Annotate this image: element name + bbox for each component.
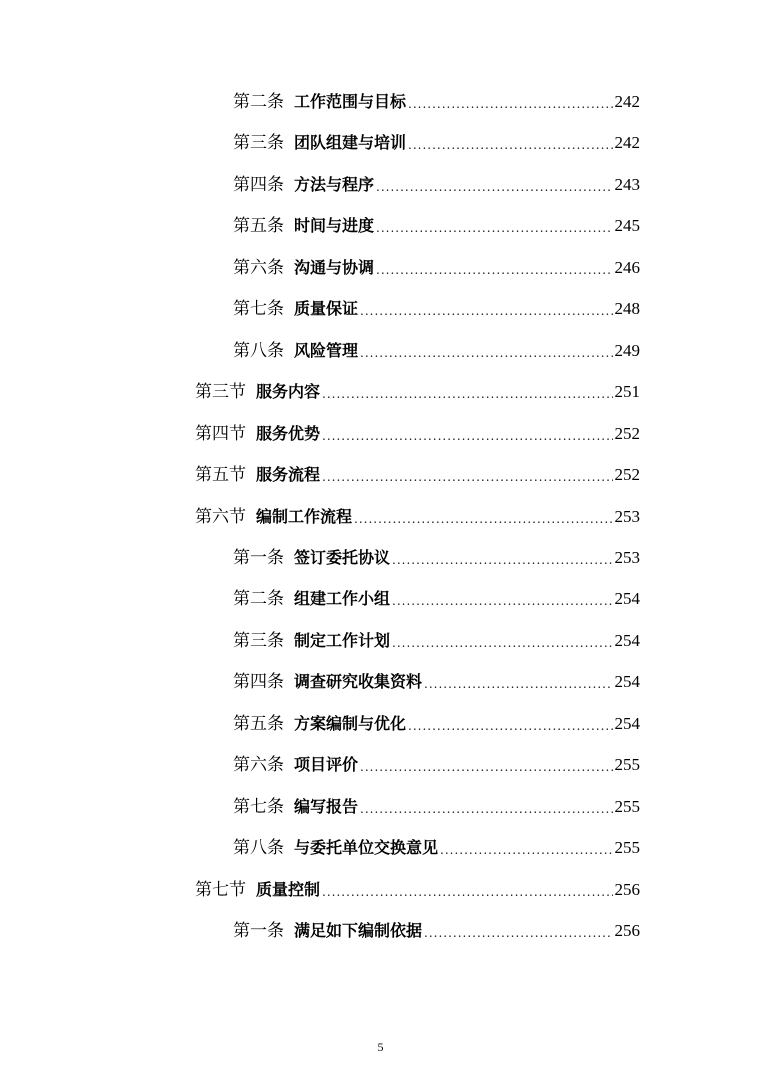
toc-entry-title: 签订委托协议 — [294, 548, 391, 567]
toc-entry-page-number: 248 — [614, 299, 640, 318]
toc-entry-label: 第一条 — [233, 548, 284, 568]
toc-dot-leader — [440, 839, 612, 861]
toc-dot-leader — [408, 93, 612, 115]
toc-dot-leader — [360, 756, 612, 778]
toc-entry-title: 时间与进度 — [294, 216, 375, 235]
toc-dot-leader — [376, 259, 612, 281]
toc-entry-title: 调查研究收集资料 — [294, 672, 423, 691]
toc-entry-title: 服务优势 — [256, 424, 321, 443]
toc-dot-leader — [322, 383, 612, 405]
toc-article-entry — [233, 213, 640, 239]
toc-dot-leader — [392, 549, 612, 571]
toc-article-entry — [233, 130, 640, 156]
toc-article-entry — [233, 628, 640, 654]
toc-dot-leader — [376, 217, 612, 239]
toc-entry-title: 沟通与协调 — [294, 258, 375, 277]
toc-dot-leader — [408, 134, 612, 156]
toc-dot-leader — [408, 715, 612, 737]
toc-article-entry — [233, 296, 640, 322]
toc-entry-page-number: 256 — [614, 880, 640, 899]
toc-entry-label: 第七条 — [233, 797, 284, 817]
toc-entry-page-number: 254 — [614, 631, 640, 650]
toc-entry-label: 第五节 — [195, 465, 246, 485]
toc-entry-page-number: 252 — [614, 465, 640, 484]
toc-entry-title: 编制工作流程 — [256, 507, 353, 526]
toc-entry-label: 第五条 — [233, 216, 284, 236]
toc-entry-title: 工作范围与目标 — [294, 92, 407, 111]
toc-article-entry — [233, 918, 640, 944]
toc-article-entry — [233, 545, 640, 571]
toc-dot-leader — [360, 798, 612, 820]
page-number: 5 — [377, 1040, 384, 1054]
toc-dot-leader — [424, 922, 612, 944]
toc-entry-page-number: 254 — [614, 714, 640, 733]
toc-entry-label: 第八条 — [233, 341, 284, 361]
toc-dot-leader — [322, 466, 612, 488]
toc-dot-leader — [360, 300, 612, 322]
toc-dot-leader — [392, 632, 612, 654]
toc-entry-title: 风险管理 — [294, 341, 359, 360]
toc-article-entry — [233, 586, 640, 612]
toc-dot-leader — [360, 342, 612, 364]
toc-entry-title: 质量控制 — [256, 880, 321, 899]
toc-entry-title: 服务流程 — [256, 465, 321, 484]
toc-section-entry — [195, 421, 640, 447]
toc-dot-leader — [424, 673, 612, 695]
toc-entry-label: 第六条 — [233, 258, 284, 278]
toc-article-entry — [233, 89, 640, 115]
toc-entry-page-number: 256 — [614, 921, 640, 940]
toc-entry-label: 第六条 — [233, 755, 284, 775]
toc-entry-title: 质量保证 — [294, 299, 359, 318]
toc-section-entry — [195, 877, 640, 903]
toc-entry-title: 方法与程序 — [294, 175, 375, 194]
toc-entry-page-number: 245 — [614, 216, 640, 235]
toc-entry-label: 第六节 — [195, 507, 246, 527]
toc-entry-title: 制定工作计划 — [294, 631, 391, 650]
toc-entry-page-number: 253 — [614, 548, 640, 567]
toc-article-entry — [233, 752, 640, 778]
toc-entry-label: 第二条 — [233, 589, 284, 609]
toc-dot-leader — [376, 176, 612, 198]
toc-article-entry — [233, 794, 640, 820]
toc-entry-page-number: 242 — [614, 133, 640, 152]
toc-entry-label: 第三节 — [195, 382, 246, 402]
toc-entry-label: 第七节 — [195, 880, 246, 900]
toc-dot-leader — [354, 508, 612, 530]
toc-entry-label: 第七条 — [233, 299, 284, 319]
toc-entry-page-number: 246 — [614, 258, 640, 277]
toc-section-entry — [195, 379, 640, 405]
toc-entry-label: 第三条 — [233, 631, 284, 651]
toc-entry-page-number: 255 — [614, 797, 640, 816]
toc-entry-page-number: 255 — [614, 755, 640, 774]
toc-entry-title: 编写报告 — [294, 797, 359, 816]
toc-entry-label: 第四条 — [233, 175, 284, 195]
toc-entry-title: 满足如下编制依据 — [294, 921, 423, 940]
toc-entry-label: 第二条 — [233, 92, 284, 112]
toc-entry-page-number: 242 — [614, 92, 640, 111]
toc-entry-page-number: 251 — [614, 382, 640, 401]
toc-article-entry — [233, 338, 640, 364]
toc-entry-title: 方案编制与优化 — [294, 714, 407, 733]
toc-entry-page-number: 243 — [614, 175, 640, 194]
toc-entry-page-number: 253 — [614, 507, 640, 526]
toc-entry-page-number: 249 — [614, 341, 640, 360]
toc-entry-label: 第四条 — [233, 672, 284, 692]
toc-entry-title: 团队组建与培训 — [294, 133, 407, 152]
toc-entry-title: 与委托单位交换意见 — [294, 838, 439, 857]
toc-entry-page-number: 255 — [614, 838, 640, 857]
toc-section-entry — [195, 462, 640, 488]
toc-entry-title: 服务内容 — [256, 382, 321, 401]
toc-entry-label: 第三条 — [233, 133, 284, 153]
toc-article-entry — [233, 711, 640, 737]
toc-entry-title: 项目评价 — [294, 755, 359, 774]
toc-entry-label: 第四节 — [195, 424, 246, 444]
toc-entry-label: 第五条 — [233, 714, 284, 734]
toc-entry-page-number: 254 — [614, 589, 640, 608]
toc-entry-page-number: 252 — [614, 424, 640, 443]
toc-entry-page-number: 254 — [614, 672, 640, 691]
toc-entry-label: 第八条 — [233, 838, 284, 858]
toc-article-entry — [233, 172, 640, 198]
toc-entry-title: 组建工作小组 — [294, 589, 391, 608]
toc-dot-leader — [322, 881, 612, 903]
toc-dot-leader — [322, 425, 612, 447]
toc-article-entry — [233, 255, 640, 281]
toc-article-entry — [233, 835, 640, 861]
toc-entry-label: 第一条 — [233, 921, 284, 941]
toc-dot-leader — [392, 590, 612, 612]
toc-section-entry — [195, 504, 640, 530]
toc-article-entry — [233, 669, 640, 695]
